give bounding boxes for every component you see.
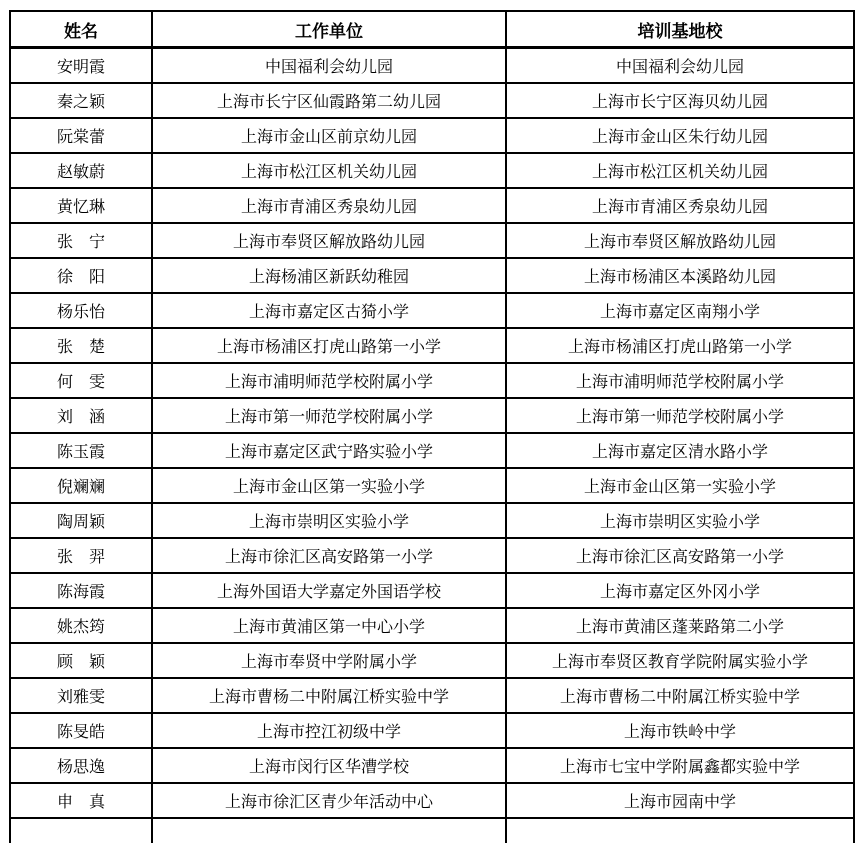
base-school-cell: 上海市七宝中学附属鑫都实验中学 <box>506 748 854 783</box>
work-unit-cell: 上海市闵行区华漕学校 <box>152 748 506 783</box>
table-row <box>10 468 854 503</box>
base-school-cell: 上海市崇明区实验小学 <box>506 503 854 538</box>
base-school-cell: 上海市浦明师范学校附属小学 <box>506 363 854 398</box>
base-school-cell: 上海市第一师范学校附属小学 <box>506 398 854 433</box>
name-cell: 倪斓斓 <box>10 468 152 503</box>
table-row <box>10 363 854 398</box>
base-school-cell: 上海市青浦区秀泉幼儿园 <box>506 188 854 223</box>
work-unit-cell: 上海杨浦区新跃幼稚园 <box>152 258 506 293</box>
work-unit-cell: 上海市长宁区仙霞路第二幼儿园 <box>152 83 506 118</box>
header-work-unit: 工作单位 <box>152 11 506 48</box>
work-unit-cell: 上海市松江区机关幼儿园 <box>152 153 506 188</box>
partial-table-row <box>10 818 854 843</box>
table-row <box>10 433 854 468</box>
table-row <box>10 258 854 293</box>
header-name: 姓名 <box>10 11 152 48</box>
name-cell: 申 真 <box>10 783 152 818</box>
work-unit-cell: 上海市奉贤中学附属小学 <box>152 643 506 678</box>
work-unit-cell: 上海外国语大学嘉定外国语学校 <box>152 573 506 608</box>
name-cell: 顾 颖 <box>10 643 152 678</box>
work-unit-cell: 上海市金山区第一实验小学 <box>152 468 506 503</box>
table-row <box>10 678 854 713</box>
work-unit-cell: 上海市黄浦区第一中心小学 <box>152 608 506 643</box>
table-row <box>10 153 854 188</box>
table-row <box>10 643 854 678</box>
table-row <box>10 118 854 153</box>
base-school-cell: 上海市嘉定区南翔小学 <box>506 293 854 328</box>
table-row <box>10 538 854 573</box>
name-cell: 阮棠蕾 <box>10 118 152 153</box>
table-row <box>10 48 854 84</box>
base-school-cell: 上海市园南中学 <box>506 783 854 818</box>
work-unit-cell: 上海市奉贤区解放路幼儿园 <box>152 223 506 258</box>
base-school-cell: 上海市金山区第一实验小学 <box>506 468 854 503</box>
table-row <box>10 503 854 538</box>
work-unit-cell: 上海市徐汇区高安路第一小学 <box>152 538 506 573</box>
name-cell: 陈海霞 <box>10 573 152 608</box>
work-unit-cell: 中国福利会幼儿园 <box>152 48 506 84</box>
name-cell: 姚杰筠 <box>10 608 152 643</box>
table-row <box>10 293 854 328</box>
base-school-cell: 上海市嘉定区外冈小学 <box>506 573 854 608</box>
name-cell: 徐 阳 <box>10 258 152 293</box>
name-cell: 何 雯 <box>10 363 152 398</box>
base-school-cell: 上海市嘉定区清水路小学 <box>506 433 854 468</box>
roster-table <box>9 10 855 843</box>
work-unit-cell: 上海市徐汇区青少年活动中心 <box>152 783 506 818</box>
base-school-cell: 上海市黄浦区蓬莱路第二小学 <box>506 608 854 643</box>
base-school-cell: 上海市杨浦区打虎山路第一小学 <box>506 328 854 363</box>
work-unit-cell: 上海市浦明师范学校附属小学 <box>152 363 506 398</box>
base-school-cell: 上海市奉贤区解放路幼儿园 <box>506 223 854 258</box>
name-cell: 张 楚 <box>10 328 152 363</box>
base-school-cell: 上海市奉贤区教育学院附属实验小学 <box>506 643 854 678</box>
work-unit-cell: 上海市金山区前京幼儿园 <box>152 118 506 153</box>
header-row <box>10 11 854 48</box>
table-row <box>10 83 854 118</box>
name-cell: 陈旻皓 <box>10 713 152 748</box>
base-school-cell: 上海市长宁区海贝幼儿园 <box>506 83 854 118</box>
name-cell: 安明霞 <box>10 48 152 84</box>
table-row <box>10 328 854 363</box>
base-school-cell: 上海市徐汇区高安路第一小学 <box>506 538 854 573</box>
base-school-cell: 上海市曹杨二中附属江桥实验中学 <box>506 678 854 713</box>
base-school-cell: 上海市杨浦区本溪路幼儿园 <box>506 258 854 293</box>
table-row <box>10 608 854 643</box>
work-unit-cell: 上海市第一师范学校附属小学 <box>152 398 506 433</box>
work-unit-cell: 上海市崇明区实验小学 <box>152 503 506 538</box>
table-row <box>10 713 854 748</box>
table-row <box>10 748 854 783</box>
name-cell: 黄忆琳 <box>10 188 152 223</box>
work-unit-cell: 上海市青浦区秀泉幼儿园 <box>152 188 506 223</box>
base-school-cell: 中国福利会幼儿园 <box>506 48 854 84</box>
work-unit-cell: 上海市曹杨二中附属江桥实验中学 <box>152 678 506 713</box>
name-cell: 陈玉霞 <box>10 433 152 468</box>
name-cell: 张 羿 <box>10 538 152 573</box>
base-school-cell: 上海市铁岭中学 <box>506 713 854 748</box>
header-base-school: 培训基地校 <box>506 11 854 48</box>
work-unit-cell: 上海市控江初级中学 <box>152 713 506 748</box>
work-unit-cell <box>152 818 506 843</box>
base-school-cell: 上海市松江区机关幼儿园 <box>506 153 854 188</box>
name-cell: 陶周颖 <box>10 503 152 538</box>
name-cell: 刘雅雯 <box>10 678 152 713</box>
table-row <box>10 573 854 608</box>
table-row <box>10 783 854 818</box>
base-school-cell: 上海市金山区朱行幼儿园 <box>506 118 854 153</box>
roster-table-container <box>9 10 855 843</box>
work-unit-cell: 上海市杨浦区打虎山路第一小学 <box>152 328 506 363</box>
name-cell: 杨思逸 <box>10 748 152 783</box>
work-unit-cell: 上海市嘉定区古猗小学 <box>152 293 506 328</box>
name-cell: 赵敏蔚 <box>10 153 152 188</box>
base-school-cell <box>506 818 854 843</box>
work-unit-cell: 上海市嘉定区武宁路实验小学 <box>152 433 506 468</box>
name-cell: 秦之颖 <box>10 83 152 118</box>
name-cell: 杨乐怡 <box>10 293 152 328</box>
table-row <box>10 398 854 433</box>
name-cell: 刘 涵 <box>10 398 152 433</box>
table-row <box>10 188 854 223</box>
table-row <box>10 223 854 258</box>
name-cell: 张 宁 <box>10 223 152 258</box>
name-cell <box>10 818 152 843</box>
